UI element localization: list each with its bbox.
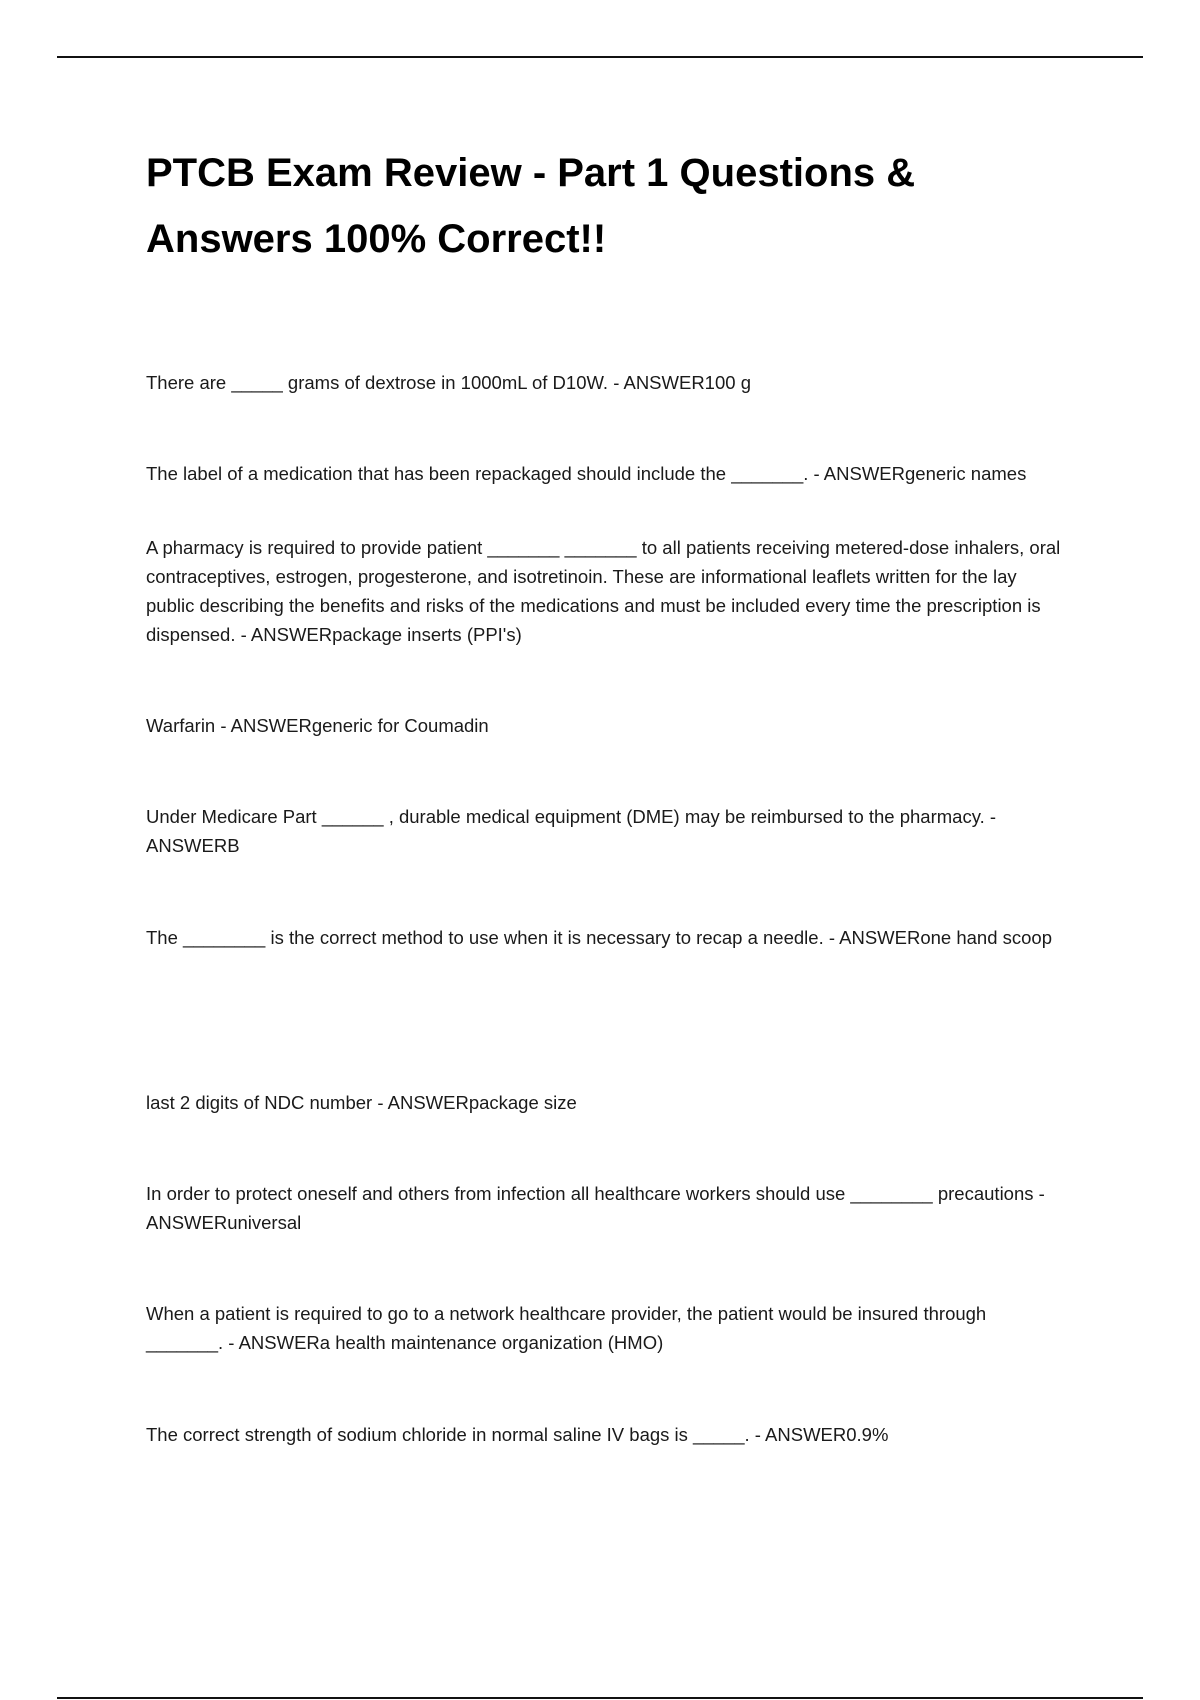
- qa-item-1: There are _____ grams of dextrose in 1000mL of D10W. - ANSWER100 g: [146, 372, 751, 393]
- qa-item-8: In order to protect oneself and others from infection all healthcare workers should use ________ precautions - ANSWERuniversal: [146, 1183, 1045, 1233]
- page-title: PTCB Exam Review - Part 1 Questions & Answers 100% Correct!!: [146, 151, 916, 261]
- top-divider: [57, 56, 1143, 58]
- qa-item-5: Under Medicare Part ______ , durable medical equipment (DME) may be reimbursed to the pharmacy. - ANSWERB: [146, 806, 997, 856]
- qa-item-7: last 2 digits of NDC number - ANSWERpackage size: [146, 1092, 577, 1113]
- qa-item-6: The ________ is the correct method to use when it is necessary to recap a needle. - ANSWERone hand scoop: [146, 927, 1052, 948]
- qa-item-3: A pharmacy is required to provide patient _______ _______ to all patients receiving metered-dose inhalers, oral contraceptives, estrogen, progesterone, and isotretinoin. These are informational leaflets written for the lay public describing the benefits and risks of the medications and must be included every time the prescription is dispensed. - ANSWERpackage inserts (PPI's): [146, 537, 1061, 645]
- bottom-divider: [57, 1697, 1143, 1699]
- qa-item-4: Warfarin - ANSWERgeneric for Coumadin: [146, 715, 489, 736]
- qa-item-10: The correct strength of sodium chloride in normal saline IV bags is _____. - ANSWER0.9%: [146, 1424, 889, 1445]
- qa-item-2: The label of a medication that has been repackaged should include the _______. - ANSWERgeneric names: [146, 463, 1027, 484]
- qa-item-9: When a patient is required to go to a network healthcare provider, the patient would be insured through _______. - ANSWERa health maintenance organization (HMO): [146, 1303, 987, 1353]
